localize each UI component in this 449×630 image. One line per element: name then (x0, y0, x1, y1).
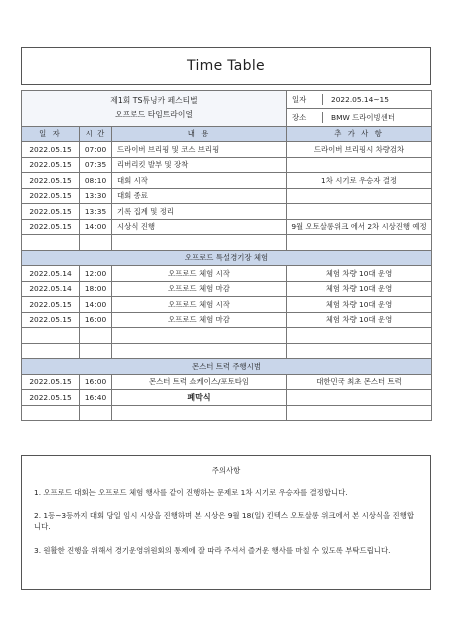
table-row (22, 281, 432, 297)
note-item-2: 2. 1등~3등까지 대회 당일 임시 시상을 진행하며 본 시상은 9월 18(일) 킨텍스 오토살롱 위크에서 본 시상식을 진행합니다. (34, 511, 414, 531)
table-row (22, 157, 432, 173)
table-row (22, 173, 432, 189)
row-date: 2022.05.15 (22, 390, 80, 406)
notes-title: 주의사항 (211, 466, 241, 475)
time-table (21, 90, 432, 421)
row-note (287, 390, 432, 406)
row-note (287, 188, 432, 204)
place-value: BMW 드라이빙센터 (331, 112, 395, 122)
col-date: 일 자 (22, 126, 80, 142)
row-time: 14:00 (80, 219, 112, 235)
row-date: 2022.05.15 (22, 173, 80, 189)
row-time: 07:00 (80, 142, 112, 158)
page-title: Time Table (21, 47, 431, 85)
empty-row (22, 328, 432, 344)
row-note: 체험 차량 10대 운영 (287, 297, 432, 313)
table-row (22, 312, 432, 328)
row-date: 2022.05.14 (22, 281, 80, 297)
table-row (22, 219, 432, 235)
row-date: 2022.05.15 (22, 204, 80, 220)
row-date: 2022.05.15 (22, 188, 80, 204)
row-note: 체험 차량 10대 운영 (287, 266, 432, 282)
table-row (22, 266, 432, 282)
section-title-offroad: 오프로드 특설경기장 체험 (22, 250, 432, 266)
row-date: 2022.05.15 (22, 312, 80, 328)
row-note: 1차 시기로 우승자 결정 (287, 173, 432, 189)
col-time: 시 간 (80, 126, 112, 142)
section-title-monster: 몬스터 트럭 주행시범 (22, 359, 432, 375)
col-note: 추 가 사 항 (287, 126, 432, 142)
table-row (22, 204, 432, 220)
row-time: 16:00 (80, 312, 112, 328)
row-content: 대회 종료 (112, 188, 287, 204)
row-date: 2022.05.15 (22, 157, 80, 173)
row-time: 13:30 (80, 188, 112, 204)
note-item-3: 3. 원활한 진행을 위해서 경기운영위원회의 통제에 잘 따라 주셔서 즐거운 행사를 마칠 수 있도록 부탁드립니다. (34, 546, 391, 555)
table-row (22, 374, 432, 390)
table-header (22, 126, 432, 142)
row-content: 드라이버 브리핑 및 코스 브리핑 (112, 142, 287, 158)
row-content: 기록 집계 및 정리 (112, 204, 287, 220)
empty-row (22, 405, 432, 421)
place-label: 장소 (292, 112, 323, 123)
row-time: 16:00 (80, 374, 112, 390)
row-time: 18:00 (80, 281, 112, 297)
note-item-1: 1. 오프로드 대회는 오프로드 체험 행사를 같이 진행하는 문제로 1차 시기로 우승자를 결정합니다. (34, 488, 348, 497)
notes-box (21, 455, 431, 590)
row-date: 2022.05.15 (22, 374, 80, 390)
row-content: 오프로드 체험 시작 (112, 266, 287, 282)
event-name-line1: 제1회 TS튜닝카 페스티벌 (110, 96, 198, 106)
row-content: 대회 시작 (112, 173, 287, 189)
row-content: 몬스터 트럭 쇼케이스/포토타임 (112, 374, 287, 390)
event-place-cell (287, 108, 432, 126)
row-date: 2022.05.15 (22, 142, 80, 158)
row-content: 오프로드 체험 마감 (112, 281, 287, 297)
event-name (22, 91, 287, 127)
col-content: 내 용 (112, 126, 287, 142)
row-content: 폐막식 (112, 390, 287, 406)
date-value: 2022.05.14~15 (331, 94, 389, 104)
row-note: 대한민국 최초 몬스터 트럭 (287, 374, 432, 390)
row-date: 2022.05.14 (22, 266, 80, 282)
date-label: 일자 (292, 94, 323, 105)
event-name-line2: 오프로드 타임트라이얼 (115, 110, 193, 120)
row-note (287, 204, 432, 220)
row-time: 16:40 (80, 390, 112, 406)
event-date-cell (287, 91, 432, 109)
section-header-monster (22, 359, 432, 375)
row-note: 체험 차량 10대 운영 (287, 281, 432, 297)
row-time: 12:00 (80, 266, 112, 282)
table-row (22, 188, 432, 204)
table-row (22, 142, 432, 158)
table-row (22, 297, 432, 313)
row-content: 리버리킷 발부 및 장착 (112, 157, 287, 173)
section-header-offroad (22, 250, 432, 266)
row-date: 2022.05.15 (22, 219, 80, 235)
row-note: 9월 오토살롱위크 에서 2차 시상진행 예정 (287, 219, 432, 235)
row-time: 14:00 (80, 297, 112, 313)
row-content: 오프로드 체험 시작 (112, 297, 287, 313)
row-time: 08:10 (80, 173, 112, 189)
row-date: 2022.05.15 (22, 297, 80, 313)
row-time: 07:35 (80, 157, 112, 173)
row-content: 시상식 진행 (112, 219, 287, 235)
row-note: 체험 차량 10대 운영 (287, 312, 432, 328)
table-row (22, 390, 432, 406)
row-content: 오프로드 체험 마감 (112, 312, 287, 328)
empty-row (22, 235, 432, 251)
row-note: 드라이버 브리핑시 차량검차 (287, 142, 432, 158)
row-note (287, 157, 432, 173)
empty-row (22, 343, 432, 359)
row-time: 13:35 (80, 204, 112, 220)
